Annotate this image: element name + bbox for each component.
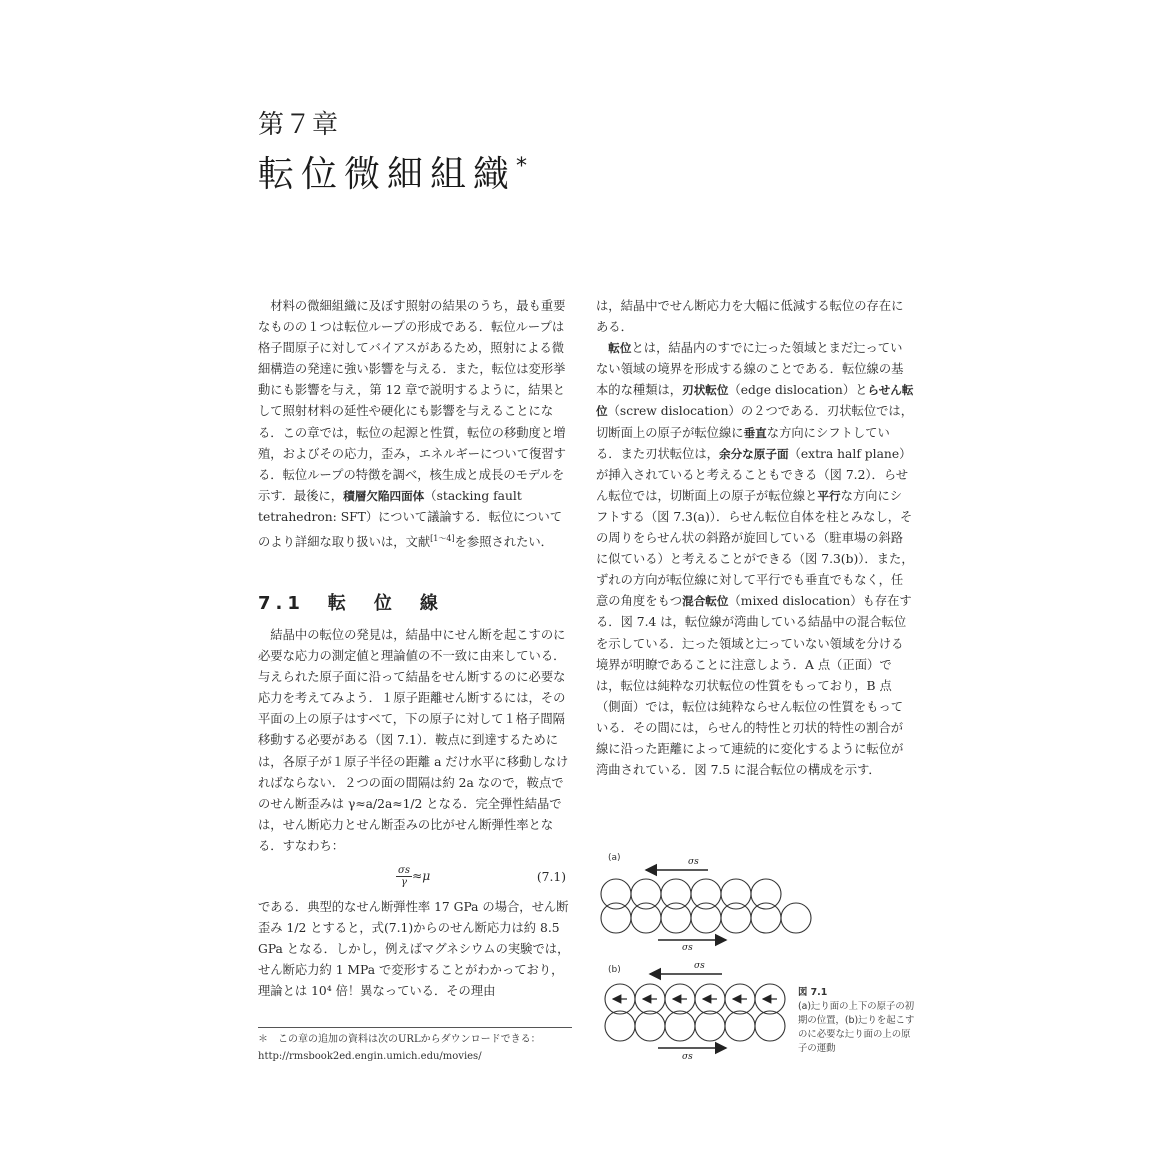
panel-b-label: (b) <box>608 965 621 975</box>
intro-text-1: 材料の微細組織に及ぼす照射の結果のうち，最も重要なものの１つは転位ループの形成である．転位ループは格子間原子に対してバイアスがあるため，照射による微細構造の発達に強い影響を与える．また，転位は変形挙動にも影響を与え，第 12 章で説明するように，結果として照射材料の延性や硬化にも影響を与えることになる．この章では，転位の起源と性質，転位の移動度と増殖，およびその応力，歪み，エネルギーについて復習する．転位ループの特徴を調べ，核生成と成長のモデルを示す．最後に， <box>258 299 566 503</box>
chapter-title-footnote-mark: * <box>516 154 535 179</box>
equation-numerator: σs <box>398 865 410 877</box>
chapter-title-text: 転位微細組織 <box>258 154 517 195</box>
equation-fraction <box>396 865 412 888</box>
panel-a-label: (a) <box>608 853 621 863</box>
dislocation-text-5: （extra half plane）が挿入されていると考えることもできる（図 7.2）．らせん転位では，切断面上の原子が転位線と <box>596 446 912 503</box>
equation-number: (7.1) <box>536 870 566 885</box>
sigma-bottom-a: σs <box>682 943 693 953</box>
sigma-bottom-b: σs <box>682 1052 693 1062</box>
dislocation-text-1: とは，結晶内のすでに辷った領域とまだ辷っていない領域の境界を形成する線のことである．転位線の基本的な種類は， <box>596 341 904 398</box>
intro-text-2: （stacking fault tetrahedron: SFT）について議論する．転位についてのより詳細な取り扱いは，文献 <box>258 488 563 550</box>
figure-caption-title: 図 7.1 <box>798 987 828 998</box>
term-parallel: 平行 <box>817 488 841 503</box>
continued-paragraph: は，結晶中でせん断応力を大幅に低減する転位の存在にある． <box>596 299 904 335</box>
footnote-text: この章の追加の資料は次のURLからダウンロードできる： <box>278 1034 541 1045</box>
left-column-section <box>258 625 572 1003</box>
body-paragraph-2: である．典型的なせん断弾性率 17 GPa の場合，せん断歪み 1/2 とすると，式(7.1)からのせん断応力は約 8.5 GPa となる．しかし，例えばマグネシウムの実験では，せん断応力約 1 MPa で変形することがわかっており，理論とは 10⁴ 倍！異なっている．その理由 <box>258 900 570 999</box>
equation-7-1 <box>258 857 572 897</box>
footnote-rule <box>258 1027 572 1028</box>
footnote <box>258 1031 576 1065</box>
section-heading: 7.1 転 位 線 <box>258 593 443 614</box>
sigma-top-a: σs <box>688 857 699 867</box>
term-edge-dislocation: 刃状転位 <box>682 383 729 398</box>
equation-denominator: γ <box>400 877 407 889</box>
sigma-top-b: σs <box>694 961 705 971</box>
reference-citation: [1〜4] <box>430 534 455 544</box>
term-perpendicular: 垂直 <box>743 425 767 440</box>
footnote-mark: ＊ <box>258 1034 268 1045</box>
atom-rows-a <box>601 879 811 933</box>
body-paragraph-1: 結晶中の転位の発見は，結晶中にせん断を起こすのに必要な応力の測定値と理論値の不一致に由来している．与えられた原子面に沿って結晶をせん断するのに必要な応力を考えてみよう．１原子距離せん断するには，その平面の上の原子はすべて，下の原子に対して１格子間隔移動する必要がある（図 7.1）．鞍点に到達するためには，各原子が１原子半径の距離 a だけ水平に移動しなければならない．２つの面の間隔は約 2a なので，鞍点でのせん断歪みは γ≈a/2a≈1/2 となる．完全弾性結晶では，せん断応力とせん断歪みの比がせん断弾性率となる．すなわち： <box>258 628 569 853</box>
figure-caption <box>798 986 918 1056</box>
term-mixed-dislocation: 混合転位 <box>682 594 729 609</box>
equation-body <box>396 865 430 888</box>
intro-text-3: を参照されたい． <box>454 535 553 550</box>
dislocation-text-2: （edge dislocation）と <box>728 383 868 398</box>
term-screw-dislocation: らせん転位 <box>596 383 914 419</box>
intro-paragraph <box>258 296 572 553</box>
figure-caption-text: (a)辷り面の上下の原子の初期の位置，(b)辷りを起こすのに必要な辷り面の上の原子の運動 <box>798 1001 915 1054</box>
right-column <box>596 296 914 781</box>
equation-rhs: ≈μ <box>411 869 431 884</box>
term-sft: 積層欠陥四面体 <box>343 488 425 503</box>
chapter-title <box>258 146 534 197</box>
term-dislocation: 転位 <box>608 341 632 356</box>
dislocation-text-6: な方向にシフトする（図 7.3(a)）．らせん転位自体を柱とみなし，その周りをらせん状の斜路が旋回している（駐車場の斜路に似ている）と考えることができる（図 7.3(b)）．また，ずれの方向が転位線に対して平行でも垂直でもなく，任意の角度をもつ <box>596 488 914 609</box>
atom-rows-b <box>605 984 785 1041</box>
dislocation-text-3: （screw dislocation）の２つである．刃状転位では，切断面上の原子が転位線に <box>596 404 914 440</box>
dislocation-text-7: （mixed dislocation）も存在する．図 7.4 は，転位線が湾曲している結晶中の混合転位を示している．辷った領域と辷っていない領域を分ける境界が明瞭であることに注意しよう．A 点（正面）では，転位は純粋な刃状転位の性質をもっており，B 点（側面）では，転位は純粋ならせん転位の性質をもっている．その間には，らせん的特性と刃状的特性の割合が線に沿った距離によって連続的に変化するように転位が湾曲されている．図 7.5 に混合転位の構成を示す． <box>596 594 912 778</box>
dislocation-text-4: な方向にシフトしている．また刃状転位は， <box>596 425 890 461</box>
dislocation-paragraph <box>596 338 914 781</box>
left-column <box>258 296 572 553</box>
footnote-url: http://rmsbook2ed.engin.umich.edu/movies/ <box>258 1051 482 1062</box>
chapter-number: 第７章 <box>258 110 340 140</box>
term-extra-half-plane: 余分な原子面 <box>718 446 789 461</box>
